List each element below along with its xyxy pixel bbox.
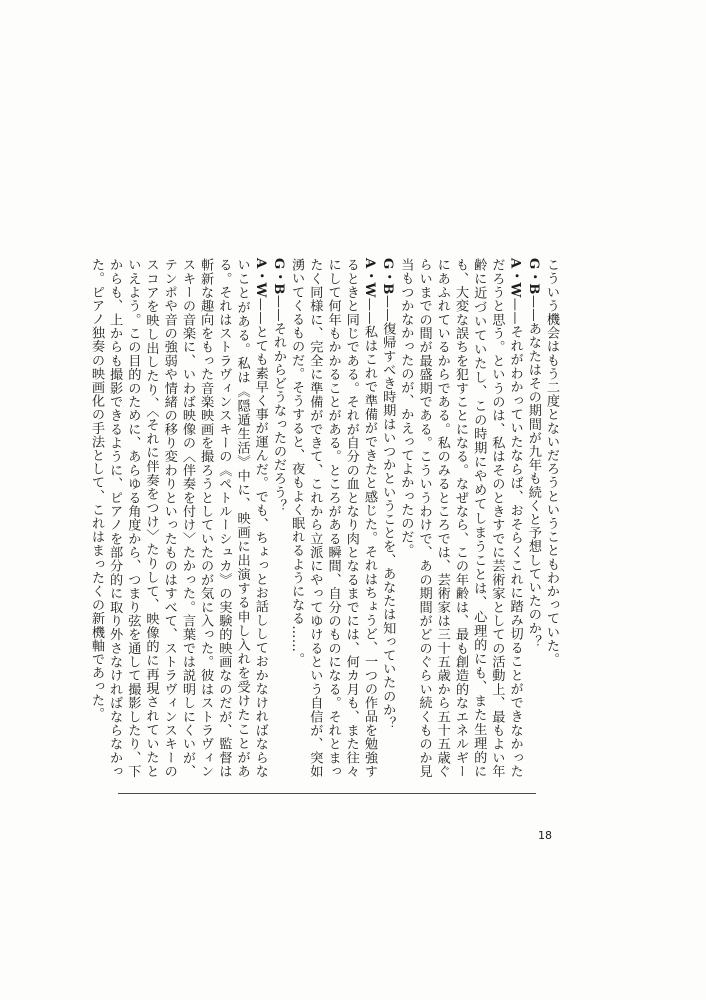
paragraph-text: ——私はこれで準備ができたと感じた。それはちょうど、一つの作品を勉強するときと同じである。それが自分の血となり肉となるまでには、何カ月も、また往々にして何年もかかることがある。ところがある瞬間、自分のものになる。それとまったく同様に、完全に準備ができて、これから立派にやってゆけるという自信が、突如湧いてくるものだ。そうすると、夜もよく眠れるようになる……。 (289, 258, 377, 778)
paragraph-question (378, 258, 396, 778)
speaker-label: A・W (361, 258, 377, 298)
paragraph-answer (396, 258, 523, 778)
speaker-label: G・B (270, 258, 286, 295)
paragraph-text: ——復帰すべき時期はいつかということを、あなたは知っていたのか？ (380, 294, 396, 730)
paragraph-answer (87, 258, 269, 778)
paragraph-text: ——とても素早く事が運んだ。でも、ちょっとお話ししておかなければならないことがある。私は《隠遁生活》中に、映画に出演する申し入れを受けたことがある。それはストラヴィンスキーの《ペトルーシュカ》の実験的映画なのだが、監督は斬新な趣向をもった音楽映画を撮ろうとしていたのが気に入った。彼はストラヴィンスキーの音楽に、いわば映像の〈伴奏を付け〉たかった。言葉では説明しにくいが、テンポや音の強弱や情緒の移り変わりといったものはすべて、ストラヴィンスキーのスコアを映し出したり、〈それに伴奏をつけ〉たりして、映像的に再現されていたといえよう。この目的のために、あらゆる角度から、つまり弦を通して撮影したり、下からも、上からも撮影できるように、ピアノを部分的に取り外さなければならなかった。ピアノ独奏の映画化の手法として、これはまったくの新機軸であった。 (88, 258, 268, 778)
paragraph-text: こういう機会はもう二度とないだろうということもわかっていた。 (544, 258, 559, 666)
speaker-label: G・B (380, 258, 396, 295)
interview-text (88, 258, 560, 778)
horizontal-rule (118, 793, 536, 794)
paragraph-text: ——それからどうなったのだろう？ (270, 294, 286, 513)
speaker-label: A・W (252, 258, 268, 298)
speaker-label: A・W (507, 258, 523, 298)
speaker-label: G・B (525, 258, 541, 295)
page-number: 18 (538, 829, 552, 842)
paragraph-question (269, 258, 287, 778)
paragraph-question (524, 258, 542, 778)
paragraph-continuation (542, 258, 560, 778)
paragraph-text: ——あなたはその期間が九年も続くと予想していたのか？ (525, 294, 541, 649)
paragraph-text: ——それがわかっていたならば、おそらくこれに踏み切ることができなかっただろうと思う。というのは、私はそのときすでに芸術家としての活動上、最もよい年齢に近づいていたし、この時期にやめてしまうことは、心理的にも、また生理的にも、大変な誤ちを犯すことになる。なぜなら、この年齢は、最も創造的なエネルギーにあふれているからである。私のみるところでは、芸術家は三十五歳から五十五歳ぐらいまでの間が最盛期である。こういうわけで、あの期間がどのぐらい続くものか見当もつかなかったのが、かえってよかったのだ。 (398, 258, 523, 778)
paragraph-answer (287, 258, 378, 778)
